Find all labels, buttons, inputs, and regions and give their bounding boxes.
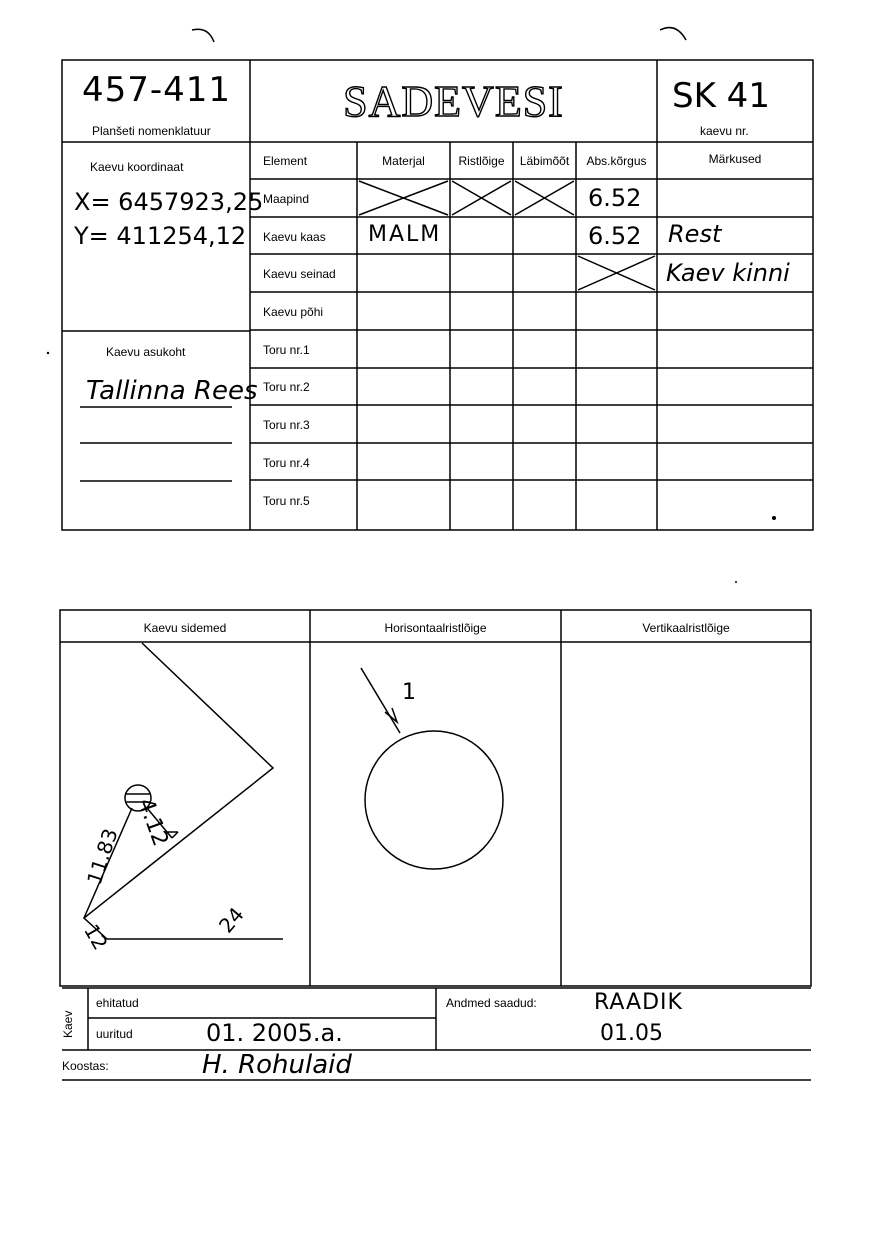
data-source-label: Andmed saadud: [446, 996, 537, 1010]
table-header-materjal: Materjal [382, 154, 425, 168]
table-row-element: Toru nr.3 [263, 418, 310, 432]
sketch-dimension: 4.12 [132, 795, 173, 850]
map-number-label: Planšeti nomenklatuur [92, 124, 211, 138]
cross-maapind-ristloige [452, 181, 511, 215]
author-label: Koostas: [62, 1059, 109, 1073]
table-header-element: Element [263, 154, 308, 168]
table-row-element: Kaevu seinad [263, 267, 336, 281]
map-number: 457-411 [82, 70, 232, 110]
location-value: Tallinna Rees [86, 376, 258, 406]
surveyed-label: uuritud [96, 1027, 133, 1041]
panel-label-horizontal: Horisontaalristlõige [384, 621, 487, 635]
seinad-markused: Kaev kinni [666, 259, 790, 287]
kaas-materjal: MALM [368, 222, 442, 247]
table-row-element: Kaevu põhi [263, 305, 324, 319]
pipe-number: 1 [402, 680, 416, 705]
table-row-element: Toru nr.1 [263, 343, 310, 357]
built-label: ehitatud [96, 996, 139, 1010]
well-number-label: kaevu nr. [700, 124, 749, 138]
table-header-labimoot: Läbimõõt [519, 154, 570, 168]
coordinate-y: Y= 411254,12 [74, 222, 247, 250]
cross-maapind-materjal [359, 181, 448, 215]
well-number: SK 41 [672, 76, 770, 116]
page-title: SADEVESI [343, 77, 564, 126]
data-source-value: RAADIK [594, 990, 683, 1015]
table-header-markused: Märkused [708, 152, 762, 166]
sketch-outline [84, 643, 283, 939]
table-row-element: Maapind [263, 192, 310, 206]
table-header-abs-korgus: Abs.kõrgus [586, 154, 647, 168]
author-value: H. Rohulaid [202, 1050, 352, 1080]
panel-label-connections: Kaevu sidemed [143, 621, 227, 635]
sketch-dimension: 12 [79, 920, 113, 955]
table-row-element: Toru nr.5 [263, 494, 310, 508]
kaas-abs-korgus: 6.52 [588, 222, 642, 250]
coordinates-label: Kaevu koordinaat [90, 160, 184, 174]
maapind-abs-korgus: 6.52 [588, 184, 642, 212]
cross-seinad-abs [578, 256, 655, 290]
table-header-ristloige: Ristlõige [458, 154, 505, 168]
cross-maapind-labimoot [515, 181, 574, 215]
data-source-date: 01.05 [600, 1021, 663, 1046]
pipe-arrow-line [361, 668, 400, 733]
well-cross-section-circle [365, 731, 503, 869]
table-row-element: Toru nr.4 [263, 456, 310, 470]
panel-label-vertical: Vertikaalristlõige [642, 621, 730, 635]
table-row-element: Kaevu kaas [263, 230, 326, 244]
lower-frame [60, 610, 811, 986]
punch-mark-left [192, 29, 214, 42]
footer-side-label: Kaev [61, 1010, 75, 1038]
coordinate-x: X= 6457923,25 [74, 188, 264, 216]
sketch-dimension: 24 [214, 902, 249, 938]
table-row-element: Toru nr.2 [263, 380, 310, 394]
sketch-dimension: 11.83 [82, 825, 123, 888]
punch-mark-right [660, 28, 686, 40]
surveyed-value: 01. 2005.a. [206, 1019, 343, 1047]
kaas-markused: Rest [668, 220, 722, 248]
location-label: Kaevu asukoht [106, 345, 186, 359]
